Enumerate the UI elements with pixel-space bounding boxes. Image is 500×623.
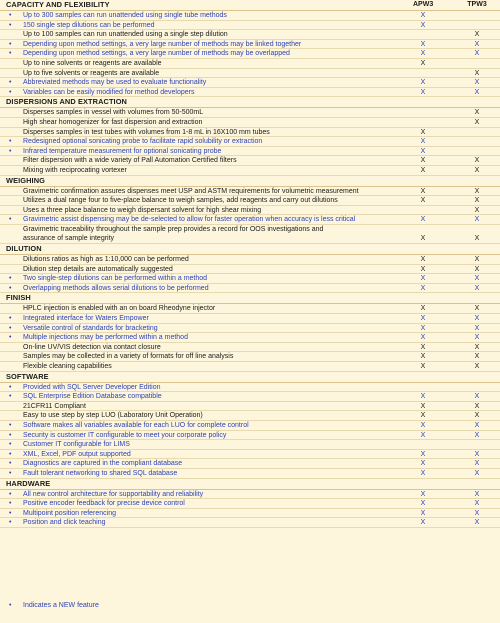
tpw3-mark: X xyxy=(474,509,480,517)
feature-text: Easy to use step by step LUO (Laboratory Unit Operation) xyxy=(23,412,203,420)
section-title: DISPERSIONS AND EXTRACTION xyxy=(6,97,127,107)
tpw3-mark: X xyxy=(474,324,480,332)
new-feature-bullet: • xyxy=(9,284,12,292)
apw3-mark: X xyxy=(420,59,426,67)
table-row xyxy=(0,225,500,244)
table-row xyxy=(0,215,500,225)
apw3-mark: X xyxy=(420,216,426,224)
feature-text: Dilution step details are automatically suggested xyxy=(23,265,173,273)
table-row xyxy=(0,450,500,460)
table-row xyxy=(0,147,500,157)
apw3-mark: X xyxy=(420,265,426,273)
table-row xyxy=(0,128,500,138)
apw3-mark: X xyxy=(420,334,426,342)
table-row xyxy=(0,274,500,284)
apw3-mark: X xyxy=(420,128,426,136)
section-header xyxy=(0,97,500,108)
feature-text: Customer IT configurable for LIMS xyxy=(23,441,130,449)
feature-text: Gravimetric traceability throughout the sample prep provides a record for OOS investigations and xyxy=(23,225,324,233)
apw3-mark: X xyxy=(420,353,426,361)
apw3-mark: X xyxy=(420,402,426,410)
apw3-mark: X xyxy=(420,460,426,468)
new-feature-bullet: • xyxy=(9,12,12,19)
new-feature-bullet: • xyxy=(9,383,12,391)
table-row xyxy=(0,78,500,88)
feature-text: Position and click teaching xyxy=(23,519,106,527)
new-feature-bullet: • xyxy=(9,216,12,224)
section-title: HARDWARE xyxy=(6,478,51,488)
tpw3-mark: X xyxy=(474,343,480,351)
tpw3-mark: X xyxy=(474,305,480,313)
apw3-mark: X xyxy=(420,469,426,477)
apw3-mark: X xyxy=(420,412,426,420)
apw3-mark: X xyxy=(420,256,426,264)
new-feature-bullet: • xyxy=(9,147,12,155)
feature-text: 21CFR11 Compliant xyxy=(23,402,86,410)
apw3-mark: X xyxy=(420,363,426,370)
table-row xyxy=(0,108,500,118)
table-row xyxy=(0,343,500,353)
tpw3-mark: X xyxy=(474,69,480,77)
new-feature-bullet: • xyxy=(9,275,12,283)
feature-text: Filter dispersion with a wide variety of Pall Automation Certified filters xyxy=(23,157,237,165)
legend-text: Indicates a NEW feature xyxy=(23,602,99,609)
tpw3-mark: X xyxy=(474,157,480,165)
apw3-mark: X xyxy=(420,138,426,146)
apw3-mark: X xyxy=(420,187,426,195)
feature-text: Integrated interface for Waters Empower xyxy=(23,315,149,323)
apw3-mark: X xyxy=(420,197,426,205)
section-header xyxy=(0,0,500,11)
feature-text: Multiple injections may be performed within a method xyxy=(23,334,188,342)
tpw3-mark: X xyxy=(474,421,480,429)
feature-text: Variables can be easily modified for method developers xyxy=(23,88,195,96)
tpw3-mark: X xyxy=(474,490,480,498)
feature-text: Multipoint position referencing xyxy=(23,509,116,517)
tpw3-mark: X xyxy=(474,166,480,174)
feature-text: Positive encoder feedback for precise device control xyxy=(23,500,185,508)
apw3-mark: X xyxy=(420,12,426,19)
feature-text: Overlapping methods allows serial dilutions to be performed xyxy=(23,284,209,292)
feature-text: Mixing with reciprocating vortexer xyxy=(23,166,127,174)
section-header xyxy=(0,479,500,490)
feature-text: Uses a three place balance to weigh dispersant solvent for high shear mixing xyxy=(23,206,262,214)
tpw3-mark: X xyxy=(474,275,480,283)
new-feature-bullet: • xyxy=(9,50,12,58)
tpw3-mark: X xyxy=(474,412,480,420)
table-row xyxy=(0,11,500,21)
new-feature-bullet: • xyxy=(9,431,12,439)
table-row xyxy=(0,324,500,334)
apw3-mark: X xyxy=(420,166,426,174)
section-header xyxy=(0,244,500,255)
table-row xyxy=(0,40,500,50)
table-row xyxy=(0,88,500,98)
table-row xyxy=(0,255,500,265)
tpw3-mark: X xyxy=(474,363,480,370)
feature-text: Up to five solvents or reagents are available xyxy=(23,69,160,77)
table-row xyxy=(0,137,500,147)
table-row xyxy=(0,304,500,314)
feature-text: Two single-step dilutions can be performed within a method xyxy=(23,275,208,283)
section-header xyxy=(0,293,500,304)
apw3-mark: X xyxy=(420,519,426,527)
table-row xyxy=(0,69,500,79)
tpw3-mark: X xyxy=(474,284,480,292)
table-row xyxy=(0,383,500,393)
column-header-apw3: APW3 xyxy=(413,1,434,8)
apw3-mark: X xyxy=(420,157,426,165)
table-row xyxy=(0,518,500,528)
new-feature-bullet: • xyxy=(9,40,12,48)
tpw3-mark: X xyxy=(474,50,480,58)
apw3-mark: X xyxy=(420,324,426,332)
feature-text: Redesigned optional sonicating probe to facilitate rapid solubility or extraction xyxy=(23,138,263,146)
feature-text: Security is customer IT configurable to meet your corporate policy xyxy=(23,431,227,439)
feature-text: Diagnostics are captured in the compliant database xyxy=(23,460,183,468)
feature-text: High shear homogenizer for fast dispersion and extraction xyxy=(23,118,203,126)
apw3-mark: X xyxy=(420,50,426,58)
new-feature-bullet: • xyxy=(9,469,12,477)
apw3-mark: X xyxy=(420,88,426,96)
tpw3-mark: X xyxy=(474,353,480,361)
tpw3-mark: X xyxy=(474,206,480,214)
table-row xyxy=(0,333,500,343)
table-row xyxy=(0,411,500,421)
new-feature-bullet: • xyxy=(9,490,12,498)
new-feature-bullet: • xyxy=(9,500,12,508)
table-row xyxy=(0,30,500,40)
table-row xyxy=(0,469,500,479)
feature-text: Disperses samples in test tubes with volumes from 1-8 mL in 16X100 mm tubes xyxy=(23,128,270,136)
apw3-mark: X xyxy=(420,275,426,283)
tpw3-mark: X xyxy=(474,500,480,508)
table-row xyxy=(0,206,500,216)
table-row xyxy=(0,187,500,197)
table-row xyxy=(0,440,500,450)
new-feature-bullet: • xyxy=(9,460,12,468)
apw3-mark: X xyxy=(420,393,426,401)
table-row xyxy=(0,166,500,176)
tpw3-mark: X xyxy=(474,187,480,195)
tpw3-mark: X xyxy=(474,235,480,243)
apw3-mark: X xyxy=(420,490,426,498)
feature-text: Disperses samples in vessel with volumes from 50-500mL xyxy=(23,109,204,117)
apw3-mark: X xyxy=(420,421,426,429)
table-row xyxy=(0,156,500,166)
new-feature-bullet: • xyxy=(9,393,12,401)
feature-text: Infrared temperature measurement for optional sonicating probe xyxy=(23,147,222,155)
apw3-mark: X xyxy=(420,79,426,87)
table-row xyxy=(0,499,500,509)
apw3-mark: X xyxy=(420,343,426,351)
apw3-mark: X xyxy=(420,305,426,313)
tpw3-mark: X xyxy=(474,88,480,96)
table-row xyxy=(0,284,500,294)
section-title: WEIGHING xyxy=(6,175,45,185)
feature-text: Software makes all variables available for each LUO for complete control xyxy=(23,421,249,429)
section-header xyxy=(0,372,500,383)
tpw3-mark: X xyxy=(474,519,480,527)
feature-text: SQL Enterprise Edition Database compatible xyxy=(23,393,162,401)
new-feature-bullet: • xyxy=(9,21,12,29)
feature-text: Gravimetric confirmation assures dispenses meet USP and ASTM requirements for volumetric measurement xyxy=(23,187,359,195)
new-feature-bullet: • xyxy=(9,509,12,517)
tpw3-mark: X xyxy=(474,315,480,323)
new-feature-bullet: • xyxy=(9,79,12,87)
new-feature-bullet: • xyxy=(9,138,12,146)
feature-text: Provided with SQL Server Developer Edition xyxy=(23,383,161,391)
feature-text: Up to 300 samples can run unattended using single tube methods xyxy=(23,12,227,19)
table-row xyxy=(0,118,500,128)
apw3-mark: X xyxy=(420,500,426,508)
new-feature-bullet: • xyxy=(9,324,12,332)
tpw3-mark: X xyxy=(474,460,480,468)
tpw3-mark: X xyxy=(474,118,480,126)
table-row xyxy=(0,49,500,59)
new-feature-bullet: • xyxy=(9,441,12,449)
feature-text: Samples may be collected in a variety of formats for off line analysis xyxy=(23,353,234,361)
feature-text: XML, Excel, PDF output supported xyxy=(23,450,131,458)
feature-text: 150 single step dilutions can be performed xyxy=(23,21,155,29)
column-header-tpw3: TPW3 xyxy=(467,1,487,8)
table-row xyxy=(0,459,500,469)
table-row xyxy=(0,314,500,324)
apw3-mark: X xyxy=(420,450,426,458)
apw3-mark: X xyxy=(420,235,426,243)
tpw3-mark: X xyxy=(474,216,480,224)
tpw3-mark: X xyxy=(474,431,480,439)
table-row xyxy=(0,402,500,412)
tpw3-mark: X xyxy=(474,469,480,477)
table-row xyxy=(0,431,500,441)
feature-text: Flexible cleaning capabilities xyxy=(23,363,112,370)
apw3-mark: X xyxy=(420,21,426,29)
table-row xyxy=(0,362,500,372)
feature-text: Depending upon method settings, a very large number of methods may be overlapped xyxy=(23,50,290,58)
table-row xyxy=(0,392,500,402)
tpw3-mark: X xyxy=(474,402,480,410)
apw3-mark: X xyxy=(420,284,426,292)
table-row xyxy=(0,265,500,275)
tpw3-mark: X xyxy=(474,109,480,117)
tpw3-mark: X xyxy=(474,197,480,205)
feature-text: All new control architecture for supportability and reliability xyxy=(23,490,204,498)
apw3-mark: X xyxy=(420,509,426,517)
tpw3-mark: X xyxy=(474,40,480,48)
new-feature-bullet: • xyxy=(9,602,12,609)
new-feature-bullet: • xyxy=(9,88,12,96)
new-feature-bullet: • xyxy=(9,315,12,323)
apw3-mark: X xyxy=(420,431,426,439)
feature-text: Up to 100 samples can run unattended using a single step dilution xyxy=(23,31,228,39)
new-feature-bullet: • xyxy=(9,450,12,458)
feature-text: Up to nine solvents or reagents are available xyxy=(23,59,162,67)
new-feature-bullet: • xyxy=(9,519,12,527)
feature-text: Utilizes a dual range four to five-place balance to weigh samples, add reagents and carry out dilutions xyxy=(23,197,338,205)
table-row xyxy=(0,421,500,431)
tpw3-mark: X xyxy=(474,256,480,264)
table-row xyxy=(0,196,500,206)
feature-text-continued: assurance of sample integrity xyxy=(23,235,115,243)
tpw3-mark: X xyxy=(474,393,480,401)
tpw3-mark: X xyxy=(474,79,480,87)
new-feature-bullet: • xyxy=(9,421,12,429)
table-row xyxy=(0,490,500,500)
tpw3-mark: X xyxy=(474,334,480,342)
feature-text: Versatile control of standards for bracketing xyxy=(23,324,158,332)
tpw3-mark: X xyxy=(474,31,480,39)
feature-text: HPLC injection is enabled with an on board Rheodyne injector xyxy=(23,305,216,313)
table-row xyxy=(0,352,500,362)
table-row xyxy=(0,59,500,69)
apw3-mark: X xyxy=(420,315,426,323)
section-header xyxy=(0,176,500,187)
apw3-mark: X xyxy=(420,147,426,155)
section-title: SOFTWARE xyxy=(6,371,49,381)
apw3-mark: X xyxy=(420,40,426,48)
table-row xyxy=(0,509,500,519)
tpw3-mark: X xyxy=(474,265,480,273)
feature-text: Gravimetric assist dispensing may be de-selected to allow for faster operation when accuracy is less critical xyxy=(23,216,356,224)
feature-text: Fault tolerant networking to shared SQL database xyxy=(23,469,178,477)
section-title: CAPACITY AND FLEXIBILITY xyxy=(6,0,110,9)
feature-text: Abbreviated methods may be used to evaluate functionality xyxy=(23,79,207,87)
table-row xyxy=(0,21,500,31)
section-title: FINISH xyxy=(6,293,31,303)
tpw3-mark: X xyxy=(474,450,480,458)
new-feature-bullet: • xyxy=(9,334,12,342)
legend xyxy=(0,601,500,613)
feature-text: Depending upon method settings, a very large number of methods may be linked together xyxy=(23,40,302,48)
feature-text: On-line UV/VIS detection via contact closure xyxy=(23,343,161,351)
section-title: DILUTION xyxy=(6,244,42,254)
feature-text: Dilutions ratios as high as 1:10,000 can be performed xyxy=(23,256,189,264)
